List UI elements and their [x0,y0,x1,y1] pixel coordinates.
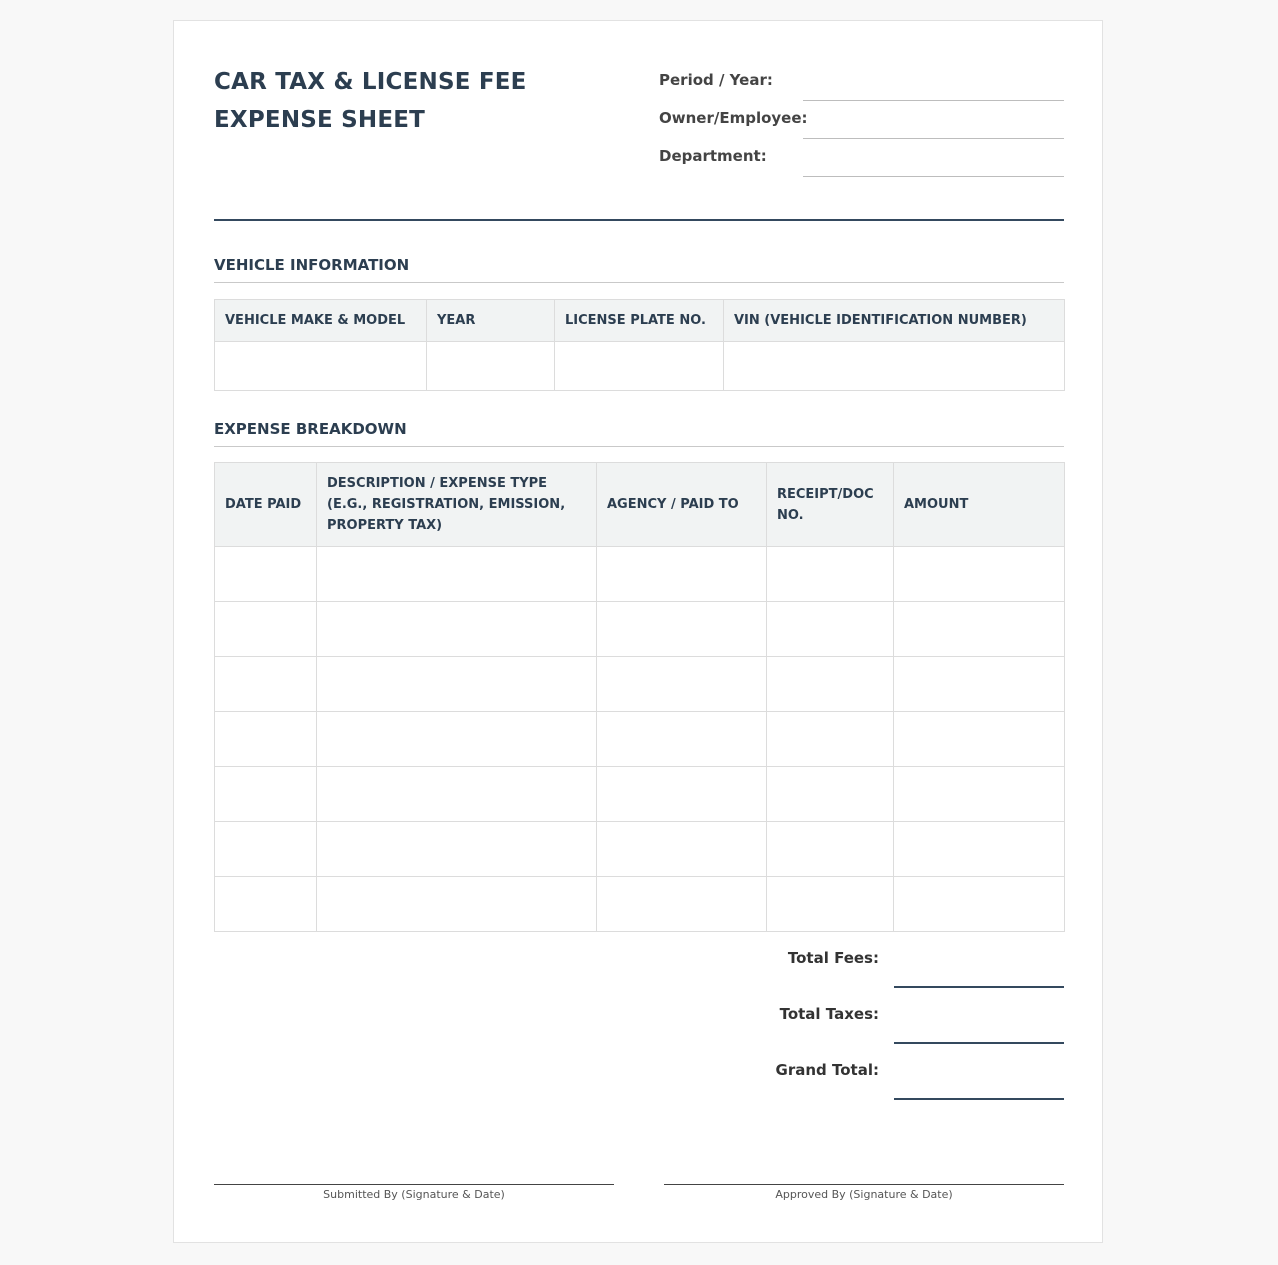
vehicle-plate-cell[interactable] [555,342,724,391]
agency-cell[interactable] [597,602,767,657]
description-cell[interactable] [317,712,597,767]
title-line-1: CAR TAX & LICENSE FEE [214,69,527,95]
expense-header-receipt: RECEIPT/DOC NO. [767,463,894,547]
grand-total-row [214,1053,1064,1109]
table-row [215,657,1065,712]
expense-header-date: DATE PAID [215,463,317,547]
date-cell[interactable] [215,712,317,767]
owner-row [659,101,1064,139]
table-row [215,602,1065,657]
department-field[interactable] [803,176,1064,177]
amount-cell[interactable] [894,712,1065,767]
agency-cell[interactable] [597,712,767,767]
submitted-signature-line[interactable] [214,1184,614,1201]
header-divider [214,219,1064,221]
owner-label: Owner/Employee: [659,109,808,127]
approved-signature-line[interactable] [664,1184,1064,1201]
table-row [215,767,1065,822]
vehicle-header-make: VEHICLE MAKE & MODEL [215,300,427,342]
period-row [659,63,1064,101]
expense-section-title: EXPENSE BREAKDOWN [214,420,1064,447]
vehicle-year-cell[interactable] [427,342,555,391]
department-label: Department: [659,147,767,165]
agency-cell[interactable] [597,657,767,712]
amount-cell[interactable] [894,547,1065,602]
vehicle-header-year: YEAR [427,300,555,342]
description-cell[interactable] [317,822,597,877]
vehicle-section-title: VEHICLE INFORMATION [214,256,1064,283]
date-cell[interactable] [215,602,317,657]
meta-fields [659,63,1064,177]
receipt-cell[interactable] [767,547,894,602]
document-page [173,20,1103,1243]
agency-cell[interactable] [597,547,767,602]
date-cell[interactable] [215,547,317,602]
agency-cell[interactable] [597,822,767,877]
vehicle-header-vin: VIN (VEHICLE IDENTIFICATION NUMBER) [724,300,1065,342]
receipt-cell[interactable] [767,657,894,712]
agency-cell[interactable] [597,877,767,932]
vehicle-header-plate: LICENSE PLATE NO. [555,300,724,342]
total-taxes-row [214,997,1064,1053]
expense-header-row [215,463,1065,547]
table-row [215,712,1065,767]
total-taxes-label: Total Taxes: [779,1005,879,1023]
expense-table [214,462,1065,932]
vehicle-table [214,299,1065,391]
date-cell[interactable] [215,767,317,822]
receipt-cell[interactable] [767,712,894,767]
description-cell[interactable] [317,547,597,602]
table-row [215,877,1065,932]
amount-cell[interactable] [894,767,1065,822]
receipt-cell[interactable] [767,767,894,822]
table-row [215,822,1065,877]
table-row [215,547,1065,602]
approved-signature-label: Approved By (Signature & Date) [775,1188,953,1201]
amount-cell[interactable] [894,822,1065,877]
amount-cell[interactable] [894,657,1065,712]
agency-cell[interactable] [597,767,767,822]
expense-header-amount: AMOUNT [894,463,1065,547]
period-label: Period / Year: [659,71,773,89]
title-line-2: EXPENSE SHEET [214,107,426,133]
date-cell[interactable] [215,657,317,712]
totals-block [214,941,1064,1109]
grand-total-label: Grand Total: [775,1061,879,1079]
description-cell[interactable] [317,877,597,932]
vehicle-header-row [215,300,1065,342]
vehicle-vin-cell[interactable] [724,342,1065,391]
amount-cell[interactable] [894,877,1065,932]
vehicle-row [215,342,1065,391]
total-taxes-field[interactable] [894,1042,1064,1044]
receipt-cell[interactable] [767,602,894,657]
expense-header-description: DESCRIPTION / EXPENSE TYPE (E.G., REGISTRATION, EMISSION, PROPERTY TAX) [317,463,597,547]
total-fees-label: Total Fees: [787,949,879,967]
receipt-cell[interactable] [767,877,894,932]
document-title [214,63,634,139]
submitted-signature-label: Submitted By (Signature & Date) [323,1188,505,1201]
description-cell[interactable] [317,657,597,712]
receipt-cell[interactable] [767,822,894,877]
department-row [659,139,1064,177]
total-fees-row [214,941,1064,997]
amount-cell[interactable] [894,602,1065,657]
date-cell[interactable] [215,877,317,932]
expense-header-agency: AGENCY / PAID TO [597,463,767,547]
vehicle-make-cell[interactable] [215,342,427,391]
description-cell[interactable] [317,767,597,822]
grand-total-field[interactable] [894,1098,1064,1100]
total-fees-field[interactable] [894,986,1064,988]
date-cell[interactable] [215,822,317,877]
description-cell[interactable] [317,602,597,657]
